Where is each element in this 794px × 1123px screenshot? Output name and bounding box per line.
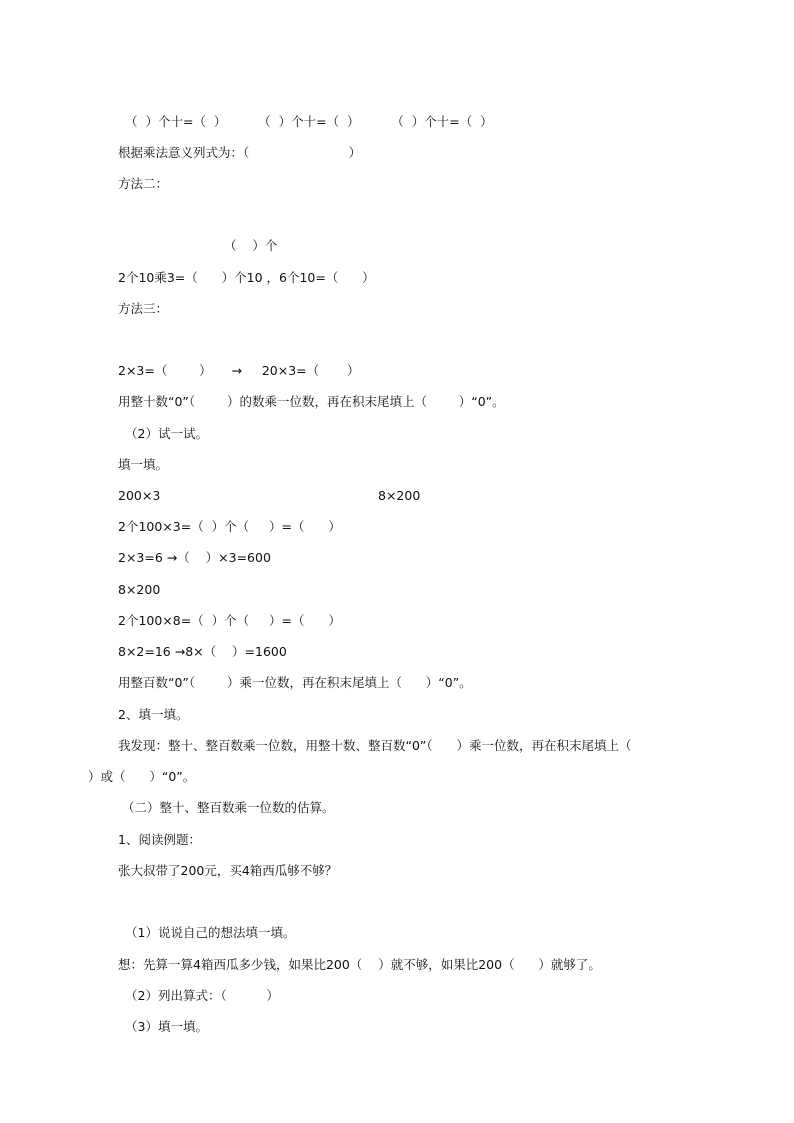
text-line-section-2-fill: 2、填一填。 (118, 707, 189, 722)
text-line-8x200-right: 8×200 (378, 488, 421, 503)
text-line-method-three: 方法三： (118, 301, 169, 316)
text-line-think: 想：先算一算4箱西瓜多少钱，如果比200（ ）就不够，如果比200（ ）就够了。 (118, 957, 601, 972)
text-line-read-example: 1、阅读例题： (118, 832, 201, 847)
text-line-method-two: 方法二： (118, 176, 169, 191)
text-line-200x3: 200×3 (118, 488, 161, 503)
text-line-blank-units: （ ）个 (224, 238, 278, 253)
text-line-section-estimation: （二）整十、整百数乘一位数的估算。 (122, 800, 335, 815)
text-line-hundreds-times-eight: 2个100×8=（ ）个（ ）=（ ） (118, 613, 341, 628)
text-line-say-your-idea: （1）说说自己的想法填一填。 (125, 925, 296, 940)
text-line-watermelon-question: 张大叔带了200元，买4箱西瓜够不够？ (118, 863, 338, 878)
text-line-hundreds-rule: 用整百数“0”（ ）乘一位数，再在积末尾填上（ ）“0”。 (118, 675, 472, 690)
text-line-tens-times-three: 2个10乘3=（ ）个10 ，6个10=（ ） (118, 270, 375, 285)
text-line-fill-in: 填一填。 (118, 457, 169, 472)
text-line-8x2-to-1600: 8×2=16 →8×（ ）=1600 (118, 644, 287, 659)
text-line-unit-tens: （ ）个十=（ ） （ ）个十=（ ） （ ）个十=（ ） (125, 114, 493, 129)
text-line-discovery: 我发现：整十、整百数乘一位数，用整十数、整百数“0”（ ）乘一位数，再在积末尾填上（ (118, 738, 632, 753)
text-line-discovery-cont: ）或（ ）“0”。 (88, 769, 196, 784)
text-line-8x200: 8×200 (118, 582, 161, 597)
text-line-2x3-to-600: 2×3=6 →（ ）×3=600 (118, 550, 271, 565)
text-line-2x3-arrow: 2×3=（ ） → 20×3=（ ） (118, 363, 360, 378)
text-line-multiplication-meaning: 根据乘法意义列式为：（ ） (118, 145, 362, 160)
text-line-hundreds-times-three: 2个100×3=（ ）个（ ）=（ ） (118, 519, 341, 534)
text-line-fill-in-3: （3）填一填。 (125, 1019, 208, 1034)
text-line-tens-rule: 用整十数“0”（ ）的数乘一位数，再在积末尾填上（ ）“0”。 (118, 394, 505, 409)
text-line-write-formula: （2）列出算式：（ ） (125, 988, 279, 1003)
text-line-try-it: （2）试一试。 (125, 426, 208, 441)
